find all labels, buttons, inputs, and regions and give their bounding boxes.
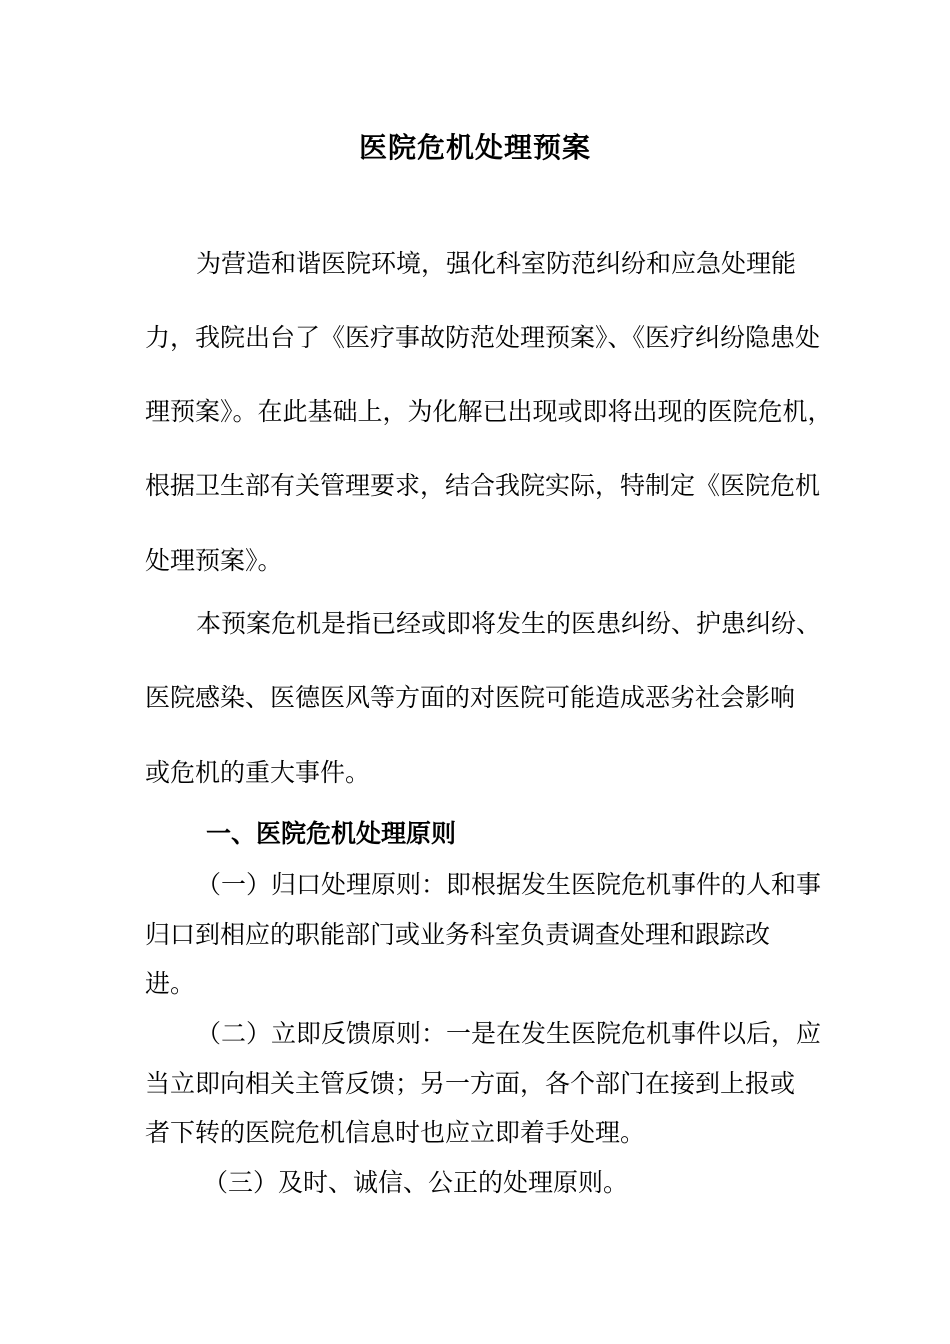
definition-line-1: 本预案危机是指已经或即将发生的医患纠纷、护患纠纷、 — [196, 609, 822, 638]
principle-2-line-2: 当立即向相关主管反馈；另一方面，各个部门在接到上报或 — [145, 1069, 796, 1098]
intro-line-2: 力，我院出台了《医疗事故防范处理预案》、《医疗纠纷隐患处 — [145, 323, 821, 352]
section-heading: 一、医院危机处理原则 — [206, 819, 457, 848]
intro-line-5: 处理预案》。 — [145, 546, 283, 575]
principle-1-line-1: （一）归口处理原则：即根据发生医院危机事件的人和事 — [196, 870, 822, 899]
principle-1-line-3: 进。 — [145, 969, 196, 998]
principle-3-line: （三）及时、诚信、公正的处理原则。 — [203, 1168, 629, 1197]
intro-line-1: 为营造和谐医院环境，强化科室防范纠纷和应急处理能 — [196, 249, 797, 278]
document-title: 医院危机处理预案 — [358, 131, 591, 164]
definition-line-3: 或危机的重大事件。 — [145, 758, 371, 787]
intro-line-3: 理预案》。在此基础上，为化解已出现或即将出现的医院危机， — [145, 397, 833, 426]
definition-line-2: 医院感染、医德医风等方面的对医院可能造成恶劣社会影响 — [145, 683, 796, 712]
intro-line-4: 根据卫生部有关管理要求，结合我院实际，特制定《医院危机 — [145, 471, 821, 500]
principle-2-line-1: （二）立即反馈原则：一是在发生医院危机事件以后，应 — [196, 1019, 822, 1048]
principle-1-line-2: 归口到相应的职能部门或业务科室负责调查处理和跟踪改 — [145, 920, 771, 949]
principle-2-line-3: 者下转的医院危机信息时也应立即着手处理。 — [145, 1118, 646, 1147]
